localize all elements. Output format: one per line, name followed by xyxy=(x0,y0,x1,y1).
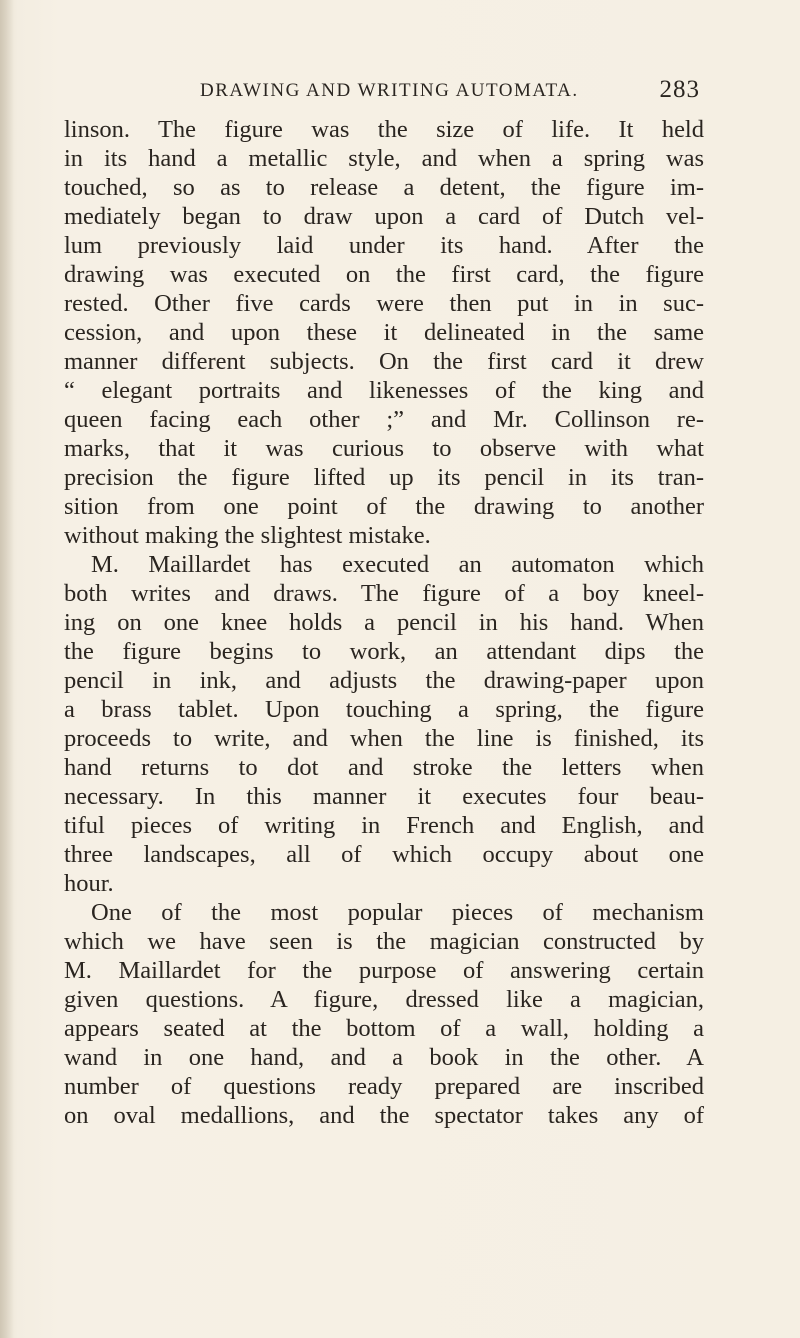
text-line: M. Maillardet for the purpose of answering certain xyxy=(64,957,704,984)
text-line: precision the figure lifted up its pencil in its tran- xyxy=(64,464,704,491)
text-line: tiful pieces of writing in French and English, and xyxy=(64,812,704,839)
text-line: on oval medallions, and the spectator takes any of xyxy=(64,1102,704,1129)
text-line: number of questions ready prepared are inscribed xyxy=(64,1073,704,1100)
text-line: three landscapes, all of which occupy about one xyxy=(64,841,704,868)
running-title: DRAWING AND WRITING AUTOMATA. xyxy=(200,80,579,101)
text-line: mediately began to draw upon a card of Dutch vel- xyxy=(64,203,704,230)
text-line: touched, so as to release a detent, the figure im- xyxy=(64,174,704,201)
text-line: queen facing each other ;” and Mr. Collinson re- xyxy=(64,406,704,433)
text-line: appears seated at the bottom of a wall, holding a xyxy=(64,1015,704,1042)
text-line: wand in one hand, and a book in the other. A xyxy=(64,1044,704,1071)
text-line: the figure begins to work, an attendant dips the xyxy=(64,638,704,665)
text-line: lum previously laid under its hand. After the xyxy=(64,232,704,259)
text-line: manner different subjects. On the first card it drew xyxy=(64,348,704,375)
text-line: pencil in ink, and adjusts the drawing-paper upon xyxy=(64,667,704,694)
text-line: necessary. In this manner it executes four beau- xyxy=(64,783,704,810)
text-line: drawing was executed on the first card, the figure xyxy=(64,261,704,288)
body-text xyxy=(64,115,704,1130)
running-head xyxy=(200,76,700,110)
page-number: 283 xyxy=(659,76,700,103)
text-line: proceeds to write, and when the line is finished, its xyxy=(64,725,704,752)
text-line: given questions. A figure, dressed like a magician, xyxy=(64,986,704,1013)
gutter-shadow xyxy=(0,0,14,1338)
text-line: a brass tablet. Upon touching a spring, the figure xyxy=(64,696,704,723)
text-line: hand returns to dot and stroke the letters when xyxy=(64,754,704,781)
text-line: in its hand a metallic style, and when a spring was xyxy=(64,145,704,172)
text-line: cession, and upon these it delineated in the same xyxy=(64,319,704,346)
text-line: ing on one knee holds a pencil in his hand. When xyxy=(64,609,704,636)
text-line: rested. Other five cards were then put in in suc- xyxy=(64,290,704,317)
text-line: M. Maillardet has executed an automaton which xyxy=(91,551,704,578)
text-line: linson. The figure was the size of life. It held xyxy=(64,116,704,143)
text-line: marks, that it was curious to observe with what xyxy=(64,435,704,462)
text-line: sition from one point of the drawing to another xyxy=(64,493,704,520)
text-line: which we have seen is the magician constructed by xyxy=(64,928,704,955)
text-line: hour. xyxy=(64,870,114,897)
text-line: both writes and draws. The figure of a boy kneel- xyxy=(64,580,704,607)
text-line: “ elegant portraits and likenesses of the king and xyxy=(64,377,704,404)
text-line: without making the slightest mistake. xyxy=(64,522,431,549)
text-line: One of the most popular pieces of mechanism xyxy=(91,899,704,926)
